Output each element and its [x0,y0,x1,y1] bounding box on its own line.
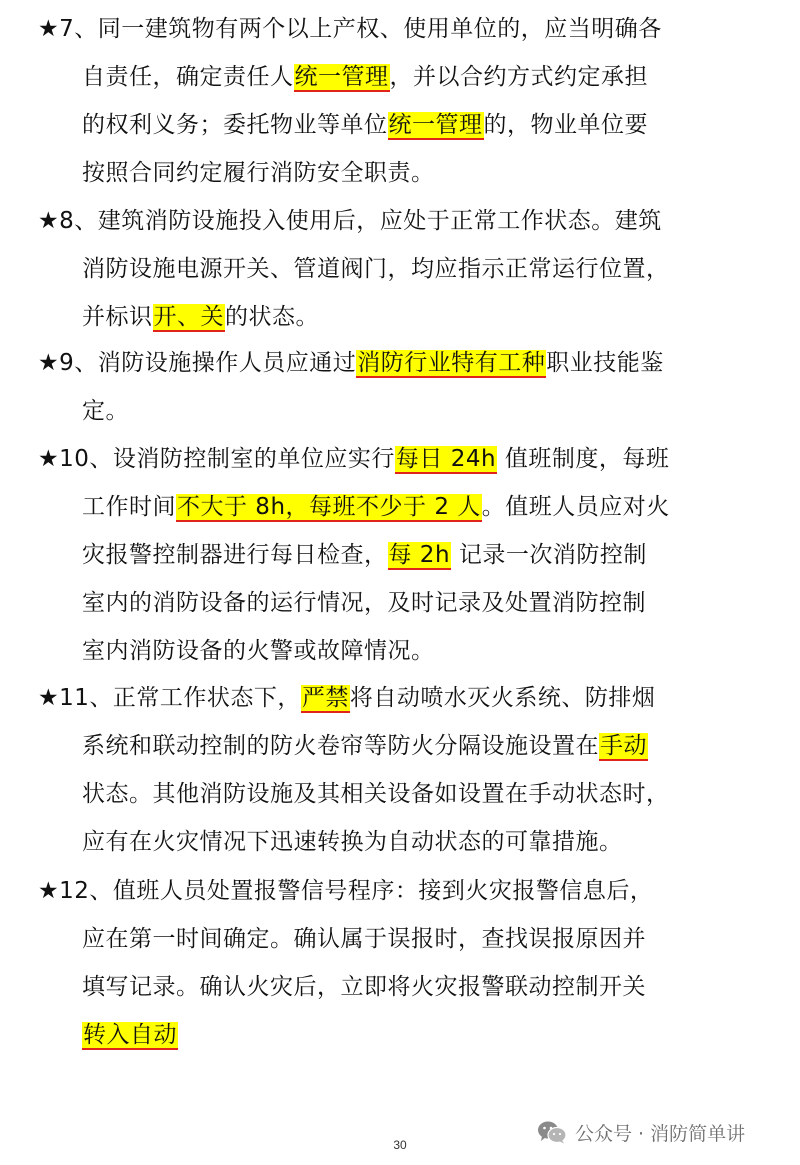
clause-text: 职业技能鉴 [546,350,664,376]
clause-text: 工作时间 [82,494,176,520]
clause-text: ★10、设消防控制室的单位应实行 [38,446,395,472]
clause-line [82,300,319,334]
watermark [537,1117,745,1147]
clause-text: 灾报警控制器进行每日检查， [82,542,388,568]
clause-line [38,204,662,238]
clause-text: ★7、同一建筑物有两个以上产权、使用单位的，应当明确各 [38,16,662,42]
clause-line [38,346,664,380]
clause-line [82,970,646,1004]
clause-text: 值班制度，每班 [497,446,670,472]
clause-text: 的权利义务；委托物业等单位 [82,112,388,138]
clause-text: 应有在火灾情况下迅速转换为自动状态的可靠措施。 [82,829,623,855]
clause-text: 系统和联动控制的防火卷帘等防火分隔设施设置在 [82,733,599,759]
clause-line [82,252,670,286]
clause-text: 将自动喷水灭火系统、防排烟 [349,685,656,711]
highlighted-term: 消防行业特有工种 [357,350,546,376]
clause-text: ★12、值班人员处置报警信号程序：接到火灾报警信息后， [38,878,654,904]
clause-line [38,442,669,476]
clause-text: ★9、消防设施操作人员应通过 [38,350,357,376]
page-number: 30 [393,1138,407,1152]
clause-text: 室内的消防设备的运行情况，及时记录及处置消防控制 [82,590,646,616]
clause-line [82,777,670,811]
clause-text: ，并以合约方式约定承担 [389,64,648,90]
clause-text: 应在第一时间确定。确认属于误报时，查找误报原因并 [82,926,646,952]
clause-text: 。值班人员应对火 [481,494,670,520]
clause-text: 的状态。 [225,304,319,330]
clause-text: 定。 [82,398,129,424]
clause-line [82,634,435,668]
clause-line [82,922,646,956]
highlighted-term: 每 2h [388,542,451,568]
highlighted-term: 严禁 [301,685,349,711]
clause-line [82,490,670,524]
clause-text: 室内消防设备的火警或故障情况。 [82,638,435,664]
clause-text: 状态。其他消防设施及其相关设备如设置在手动状态时， [82,781,670,807]
clause-text: ★11、正常工作状态下， [38,685,301,711]
clause-line [82,156,435,190]
clause-text: ★8、建筑消防设施投入使用后，应处于正常工作状态。建筑 [38,208,662,234]
highlighted-term: 统一管理 [294,64,389,90]
highlighted-term: 转入自动 [83,1022,177,1048]
clause-line [82,394,129,428]
clause-line [82,825,623,859]
clause-line [38,874,653,908]
watermark-text: 公众号 · 消防简单讲 [575,1122,746,1145]
clause-line [82,60,648,94]
clause-text: 填写记录。确认火灾后，立即将火灾报警联动控制开关 [82,974,646,1000]
clause-text: 消防设施电源开关、管道阀门，均应指示正常运行位置， [82,256,670,282]
wechat-icon [537,1120,567,1144]
clause-line [82,108,648,142]
clause-line [82,729,648,763]
clause-text: 记录一次消防控制 [451,542,647,568]
highlighted-term: 开、关 [153,304,224,330]
clause-line [82,586,646,620]
highlighted-term: 不大于 8h，每班不少于 2 人 [177,494,481,520]
clause-line [82,538,647,572]
clause-line [38,681,655,715]
clause-text: 并标识 [82,304,153,330]
highlighted-term: 手动 [600,733,647,759]
clause-text: 自责任，确定责任人 [82,64,294,90]
clause-line [82,1018,178,1052]
clause-line [38,12,662,46]
clause-text: 按照合同约定履行消防安全职责。 [82,160,435,186]
highlighted-term: 统一管理 [388,112,483,138]
highlighted-term: 每日 24h [395,446,497,472]
clause-text: 的，物业单位要 [483,112,648,138]
